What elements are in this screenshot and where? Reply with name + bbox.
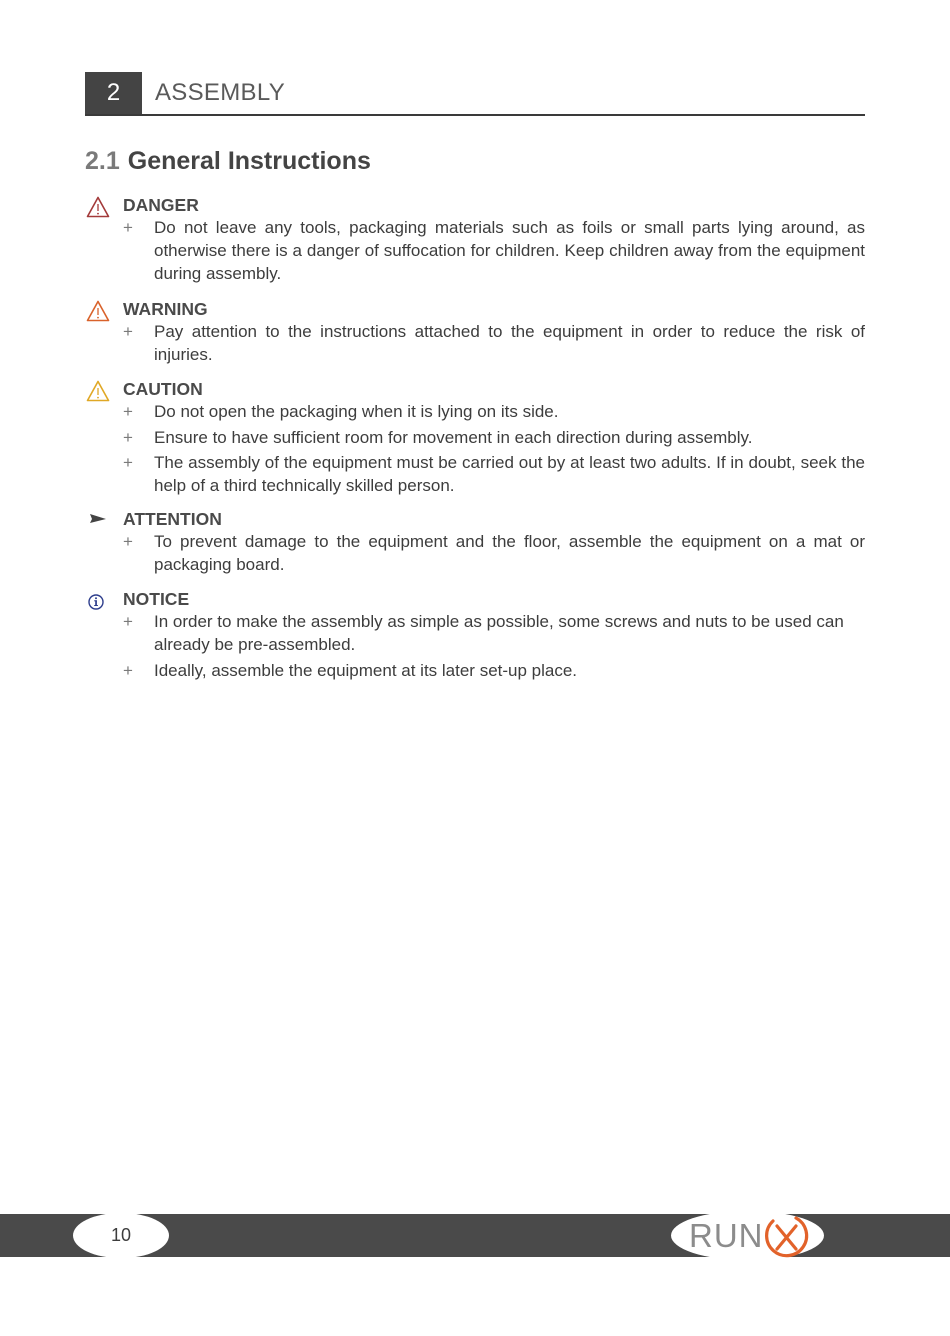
bullet-plus: + bbox=[123, 612, 133, 631]
block-label: WARNING bbox=[123, 299, 208, 319]
block-label: DANGER bbox=[123, 195, 199, 215]
item-text: Do not open the packaging when it is lying on its side. bbox=[154, 402, 559, 421]
item-text: Do not leave any tools, packaging materials such as foils or small parts lying around, as otherwise there is a danger of suffocation for children. Keep children away from the equipment during assembly. bbox=[154, 218, 865, 283]
bullet-plus: + bbox=[123, 402, 133, 421]
item-text: Ensure to have sufficient room for movement in each direction during assembly. bbox=[154, 428, 753, 447]
bullet-plus: + bbox=[123, 428, 133, 447]
warning-triangle-icon bbox=[86, 300, 110, 322]
block-label: ATTENTION bbox=[123, 509, 222, 529]
danger-triangle-icon bbox=[86, 196, 110, 218]
bullet-plus: + bbox=[123, 322, 133, 341]
section-number: 2.1 bbox=[85, 147, 120, 175]
bullet-plus: + bbox=[123, 218, 133, 237]
bullet-plus: + bbox=[123, 532, 133, 551]
item-text: In order to make the assembly as simple as possible, some screws and nuts to be used can already be pre-assembled. bbox=[154, 612, 844, 654]
info-circle-icon bbox=[86, 590, 110, 612]
caution-triangle-icon bbox=[86, 380, 110, 402]
bullet-plus: + bbox=[123, 453, 133, 472]
page-number: 10 bbox=[110, 1225, 132, 1245]
logo-text: RUN bbox=[689, 1217, 764, 1254]
chapter-header bbox=[85, 72, 865, 116]
section-heading bbox=[85, 144, 371, 178]
bullet-plus: + bbox=[123, 661, 133, 680]
chapter-title: ASSEMBLY bbox=[155, 79, 286, 106]
runx-logo-x-icon bbox=[763, 1210, 813, 1262]
item-text: The assembly of the equipment must be carried out by at least two adults. If in doubt, seek the help of a third technically skilled person. bbox=[154, 453, 865, 495]
section-title: General Instructions bbox=[127, 147, 371, 175]
item-text: To prevent damage to the equipment and the floor, assemble the equipment on a mat or packaging board. bbox=[154, 532, 865, 574]
chapter-number: 2 bbox=[85, 72, 142, 114]
pointer-arrow-icon bbox=[86, 510, 110, 532]
block-label: NOTICE bbox=[123, 589, 190, 609]
item-text: Pay attention to the instructions attached to the equipment in order to reduce the risk of injuries. bbox=[154, 322, 865, 364]
block-label: CAUTION bbox=[123, 379, 203, 399]
item-text: Ideally, assemble the equipment at its later set-up place. bbox=[154, 661, 578, 680]
